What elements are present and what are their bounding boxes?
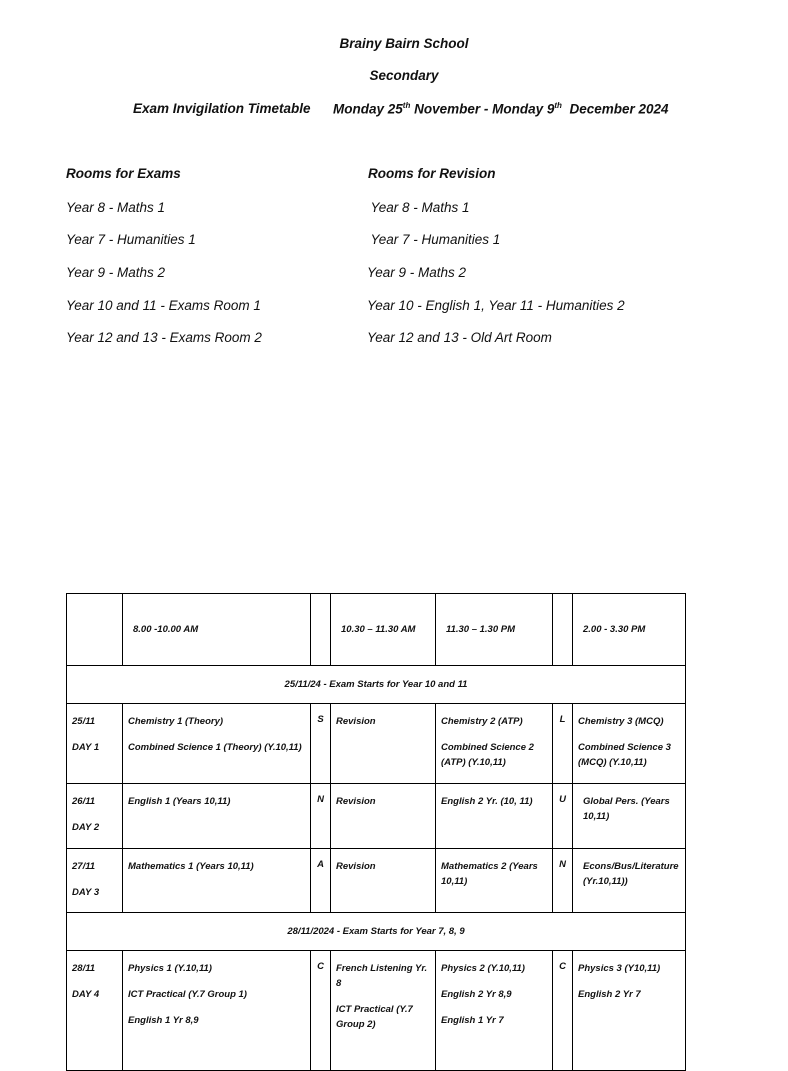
date-cell: 25/11 DAY 1: [67, 704, 123, 784]
exam-start-banner: 28/11/2024 - Exam Starts for Year 7, 8, 9: [67, 913, 686, 951]
timetable: [66, 593, 686, 1071]
break-letter: N: [553, 849, 573, 913]
break-letter: S: [311, 704, 331, 784]
section-name: Secondary: [369, 68, 439, 83]
exam-cell: Physics 1 (Y.10,11) ICT Practical (Y.7 Group 1) English 1 Yr 8,9: [123, 951, 311, 1071]
time-slot-header: 11.30 – 1.30 PM: [436, 594, 553, 666]
rooms-for-exams-title: Rooms for Exams: [66, 166, 181, 181]
banner-row: [67, 666, 686, 704]
time-slot-header: 10.30 – 11.30 AM: [331, 594, 436, 666]
revision-room-item: Year 10 - English 1, Year 11 - Humanities 2: [367, 298, 625, 313]
exam-cell: Revision: [331, 849, 436, 913]
date-cell: 26/11 DAY 2: [67, 784, 123, 849]
break-letter: C: [311, 951, 331, 1071]
exam-cell: Econs/Bus/Literature (Yr.10,11)): [573, 849, 686, 913]
exam-cell: Revision: [331, 784, 436, 849]
empty-cell: [67, 594, 123, 666]
banner-row: [67, 913, 686, 951]
table-row: [67, 704, 686, 784]
exam-cell: Revision: [331, 704, 436, 784]
time-slot-header: 8.00 -10.00 AM: [123, 594, 311, 666]
empty-cell: [311, 594, 331, 666]
exam-cell: Chemistry 2 (ATP) Combined Science 2 (ATP) (Y.10,11): [436, 704, 553, 784]
date-cell: 27/11 DAY 3: [67, 849, 123, 913]
revision-room-item: Year 7 - Humanities 1: [367, 232, 501, 247]
exam-cell: Mathematics 2 (Years 10,11): [436, 849, 553, 913]
exam-start-banner: 25/11/24 - Exam Starts for Year 10 and 11: [67, 666, 686, 704]
empty-cell: [553, 594, 573, 666]
exam-room-item: Year 9 - Maths 2: [66, 265, 166, 280]
school-name: Brainy Bairn School: [339, 36, 469, 51]
time-header-row: [67, 594, 686, 666]
table-row: [67, 849, 686, 913]
rooms-for-revision-title: Rooms for Revision: [368, 166, 496, 181]
table-row: [67, 951, 686, 1071]
table-row: [67, 784, 686, 849]
exam-cell: Global Pers. (Years 10,11): [573, 784, 686, 849]
exam-cell: Chemistry 3 (MCQ) Combined Science 3 (MCQ) (Y.10,11): [573, 704, 686, 784]
exam-room-item: Year 12 and 13 - Exams Room 2: [66, 330, 262, 345]
time-slot-header: 2.00 - 3.30 PM: [573, 594, 686, 666]
break-letter: U: [553, 784, 573, 849]
exam-cell: French Listening Yr. 8 ICT Practical (Y.7 Group 2): [331, 951, 436, 1071]
timetable-date-range: Monday 25th November - Monday 9th December 2024: [333, 101, 669, 117]
exam-cell: Physics 3 (Y10,11) English 2 Yr 7: [573, 951, 686, 1071]
break-letter: N: [311, 784, 331, 849]
exam-cell: English 1 (Years 10,11): [123, 784, 311, 849]
revision-room-item: Year 12 and 13 - Old Art Room: [367, 330, 552, 345]
exam-room-item: Year 10 and 11 - Exams Room 1: [66, 298, 261, 313]
break-letter: L: [553, 704, 573, 784]
timetable-title: Exam Invigilation Timetable: [133, 101, 311, 116]
revision-room-item: Year 9 - Maths 2: [367, 265, 467, 280]
exam-cell: English 2 Yr. (10, 11): [436, 784, 553, 849]
exam-cell: Chemistry 1 (Theory) Combined Science 1 (Theory) (Y.10,11): [123, 704, 311, 784]
exam-cell: Physics 2 (Y.10,11) English 2 Yr 8,9 English 1 Yr 7: [436, 951, 553, 1071]
exam-room-item: Year 8 - Maths 1: [66, 200, 166, 215]
break-letter: C: [553, 951, 573, 1071]
exam-room-item: Year 7 - Humanities 1: [66, 232, 196, 247]
revision-room-item: Year 8 - Maths 1: [367, 200, 470, 215]
date-cell: 28/11 DAY 4: [67, 951, 123, 1071]
exam-cell: Mathematics 1 (Years 10,11): [123, 849, 311, 913]
break-letter: A: [311, 849, 331, 913]
